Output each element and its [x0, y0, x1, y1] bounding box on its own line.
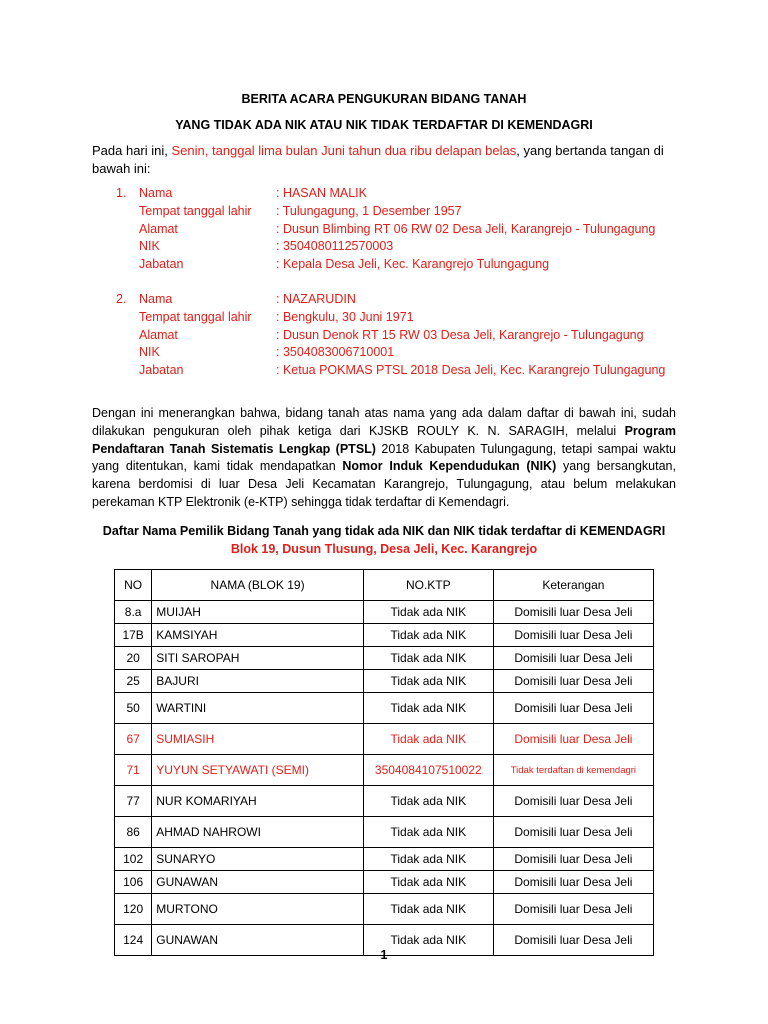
- table-row: [115, 647, 654, 670]
- statement-paragraph: [92, 405, 676, 512]
- table-row: [115, 817, 654, 848]
- table-row: [115, 786, 654, 817]
- party-2-row: [116, 362, 696, 380]
- party-1-row: [116, 185, 696, 203]
- cell-no: 77: [115, 786, 152, 817]
- cell-keterangan: Domisili luar Desa Jeli: [493, 848, 653, 871]
- party-2-row: [116, 309, 696, 327]
- statement-text-3: yang bersangkutan, karena berdomisi di luar Desa Jeli Kecamatan Karangrejo, Tulungagung, atau belum melakukan perekaman KTP Elektronik (e-KTP) sehingga tidak terdaftar di Kemendagri.: [92, 459, 676, 509]
- cell-nama: SUMIASIH: [152, 724, 364, 755]
- table-row: [115, 624, 654, 647]
- cell-keterangan: Domisili luar Desa Jeli: [493, 670, 653, 693]
- intro-prefix: Pada hari ini,: [92, 143, 172, 158]
- party-field-value: : Ketua POKMAS PTSL 2018 Desa Jeli, Kec. Karangrejo Tulungagung: [276, 363, 666, 378]
- cell-ktp: Tidak ada NIK: [363, 670, 493, 693]
- table-row: [115, 871, 654, 894]
- party-field-label: Tempat tanggal lahir: [139, 309, 252, 324]
- cell-keterangan: Domisili luar Desa Jeli: [493, 724, 653, 755]
- cell-no: 20: [115, 647, 152, 670]
- cell-no: 71: [115, 755, 152, 786]
- intro-paragraph: [92, 142, 678, 178]
- cell-keterangan: Tidak terdaftan di kemendagri: [493, 755, 653, 786]
- party-field-value: : Dusun Blimbing RT 06 RW 02 Desa Jeli, Karangrejo - Tulungagung: [276, 221, 656, 236]
- column-header-keterangan: Keterangan: [493, 570, 653, 601]
- party-1-number: 1.: [116, 186, 127, 200]
- cell-ktp: Tidak ada NIK: [363, 786, 493, 817]
- party-field-value: : 3504080112570003: [276, 239, 394, 254]
- party-1-row: [116, 238, 696, 256]
- party-field-value: : HASAN MALIK: [276, 186, 367, 200]
- cell-keterangan: Domisili luar Desa Jeli: [493, 894, 653, 925]
- statement-bold-1: Program Pendaftaran Tanah Sistematis Lengkap (PTSL): [92, 423, 676, 456]
- party-2: [116, 291, 696, 380]
- party-field-value: : 3504083006710001: [276, 345, 395, 360]
- party-field-label: Alamat: [139, 221, 178, 236]
- cell-ktp: 3504084107510022: [363, 755, 493, 786]
- cell-ktp: Tidak ada NIK: [363, 848, 493, 871]
- party-2-row: [116, 327, 696, 345]
- table-row: [115, 601, 654, 624]
- cell-nama: SUNARYO: [152, 848, 364, 871]
- table-row: [115, 670, 654, 693]
- party-field-value: : Kepala Desa Jeli, Kec. Karangrejo Tulungagung: [276, 257, 550, 272]
- party-field-label: Alamat: [139, 327, 178, 342]
- cell-no: 86: [115, 817, 152, 848]
- cell-keterangan: Domisili luar Desa Jeli: [493, 786, 653, 817]
- cell-nama: SITI SAROPAH: [152, 647, 364, 670]
- party-1: [116, 185, 696, 274]
- column-header-no: NO: [115, 570, 152, 601]
- table-row-highlighted: [115, 724, 654, 755]
- party-field-label: Jabatan: [139, 363, 184, 378]
- cell-no: 106: [115, 871, 152, 894]
- cell-keterangan: Domisili luar Desa Jeli: [493, 624, 653, 647]
- cell-ktp: Tidak ada NIK: [363, 894, 493, 925]
- party-field-label: Nama: [139, 292, 173, 306]
- cell-ktp: Tidak ada NIK: [363, 724, 493, 755]
- cell-nama: MURTONO: [152, 894, 364, 925]
- party-field-label: Nama: [139, 186, 173, 200]
- cell-ktp: Tidak ada NIK: [363, 925, 493, 956]
- list-title: Daftar Nama Pemilik Bidang Tanah yang tidak ada NIK dan NIK tidak terdaftar di KEMENDAGRI: [102, 524, 666, 538]
- party-1-row: [116, 221, 696, 239]
- cell-nama: MUIJAH: [152, 601, 364, 624]
- cell-keterangan: Domisili luar Desa Jeli: [493, 925, 653, 956]
- cell-nama: AHMAD NAHROWI: [152, 817, 364, 848]
- column-header-ktp: NO.KTP: [363, 570, 493, 601]
- cell-ktp: Tidak ada NIK: [363, 817, 493, 848]
- cell-no: 25: [115, 670, 152, 693]
- cell-no: 124: [115, 925, 152, 956]
- cell-nama: BAJURI: [152, 670, 364, 693]
- cell-no: 67: [115, 724, 152, 755]
- cell-nama: GUNAWAN: [152, 871, 364, 894]
- table-header-row: [115, 570, 654, 601]
- cell-keterangan: Domisili luar Desa Jeli: [493, 817, 653, 848]
- intro-date: Senin, tanggal lima bulan Juni tahun dua ribu delapan belas: [171, 143, 517, 158]
- cell-keterangan: Domisili luar Desa Jeli: [493, 601, 653, 624]
- cell-keterangan: Domisili luar Desa Jeli: [493, 871, 653, 894]
- statement-bold-2: Nomor Induk Kependudukan (NIK): [342, 459, 557, 474]
- owners-table: [114, 569, 654, 956]
- party-field-label: NIK: [139, 345, 160, 360]
- cell-no: 120: [115, 894, 152, 925]
- page-number: 1: [380, 948, 388, 962]
- party-field-label: NIK: [139, 239, 160, 254]
- party-2-number: 2.: [116, 292, 127, 306]
- cell-no: 17B: [115, 624, 152, 647]
- party-field-label: Tempat tanggal lahir: [139, 203, 252, 218]
- statement-text-2: 2018 Kabupaten Tulungagung, tetapi sampai waktu yang ditentukan, kami tidak mendapatkan: [92, 441, 676, 474]
- table-row: [115, 693, 654, 724]
- party-2-row: [116, 291, 696, 309]
- party-1-row: [116, 203, 696, 221]
- cell-ktp: Tidak ada NIK: [363, 647, 493, 670]
- cell-ktp: Tidak ada NIK: [363, 871, 493, 894]
- table-row: [115, 894, 654, 925]
- party-field-value: : Tulungagung, 1 Desember 1957: [276, 203, 462, 218]
- cell-keterangan: Domisili luar Desa Jeli: [493, 693, 653, 724]
- table-row: [115, 848, 654, 871]
- cell-no: 8.a: [115, 601, 152, 624]
- column-header-nama: NAMA (BLOK 19): [152, 570, 364, 601]
- party-field-value: : NAZARUDIN: [276, 292, 356, 306]
- party-field-value: : Dusun Denok RT 15 RW 03 Desa Jeli, Karangrejo - Tulungagung: [276, 327, 644, 342]
- cell-nama: NUR KOMARIYAH: [152, 786, 364, 817]
- intro-suffix: , yang bertanda tangan di bawah ini:: [92, 143, 664, 176]
- cell-no: 50: [115, 693, 152, 724]
- party-2-row: [116, 344, 696, 362]
- document-subtitle: YANG TIDAK ADA NIK ATAU NIK TIDAK TERDAFTAR DI KEMENDAGRI: [175, 118, 593, 132]
- party-1-row: [116, 256, 696, 274]
- cell-ktp: Tidak ada NIK: [363, 601, 493, 624]
- document-title: BERITA ACARA PENGUKURAN BIDANG TANAH: [241, 92, 527, 106]
- cell-ktp: Tidak ada NIK: [363, 693, 493, 724]
- cell-keterangan: Domisili luar Desa Jeli: [493, 647, 653, 670]
- cell-nama: WARTINI: [152, 693, 364, 724]
- cell-nama: GUNAWAN: [152, 925, 364, 956]
- cell-ktp: Tidak ada NIK: [363, 624, 493, 647]
- statement-text-1: Dengan ini menerangkan bahwa, bidang tanah atas nama yang ada dalam daftar di bawah ini, sudah dilakukan pengukuran oleh pihak ketiga dari KJSKB ROULY K. N. SARAGIH, melalui: [92, 406, 676, 438]
- cell-nama: YUYUN SETYAWATI (SEMI): [152, 755, 364, 786]
- table-row-highlighted: [115, 755, 654, 786]
- cell-no: 102: [115, 848, 152, 871]
- cell-nama: KAMSIYAH: [152, 624, 364, 647]
- list-subtitle: Blok 19, Dusun Tlusung, Desa Jeli, Kec. Karangrejo: [230, 542, 538, 556]
- party-field-label: Jabatan: [139, 257, 184, 272]
- party-field-value: : Bengkulu, 30 Juni 1971: [276, 309, 414, 324]
